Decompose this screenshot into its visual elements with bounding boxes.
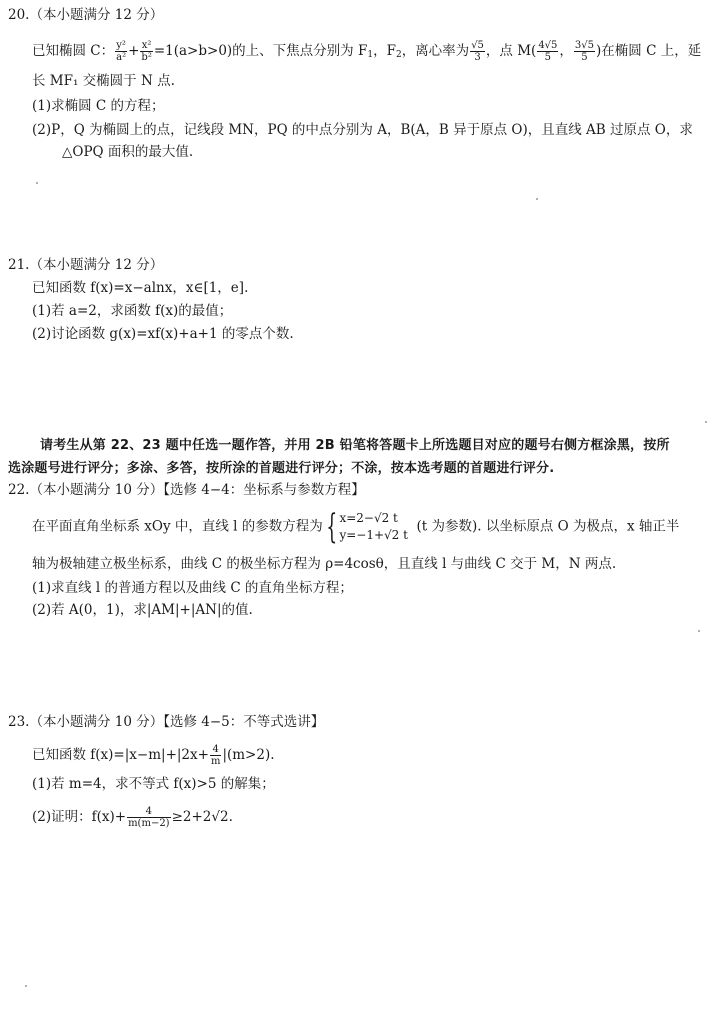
q20-part1: (1)求椭圆 C 的方程； bbox=[32, 98, 165, 114]
q20-line2: 长 MF₁ 交椭圆于 N 点. bbox=[32, 73, 175, 89]
frac-4-m: $\frac{4}{m}$ bbox=[210, 744, 221, 767]
q20-text-b: =1(a>b>0)的上、下焦点分别为 F bbox=[153, 43, 368, 59]
q20-part2-cont: △OPQ 面积的最大值. bbox=[62, 144, 194, 160]
q23-text-a2: (2)证明：f(x)+ bbox=[32, 809, 127, 825]
q20-text-c: ，F bbox=[373, 43, 396, 59]
q22-line1 bbox=[32, 507, 680, 547]
q22-text-a: 在平面直角坐标系 xOy 中，直线 l 的参数方程为 bbox=[32, 518, 323, 535]
q21-part2: (2)讨论函数 g(x)=xf(x)+a+1 的零点个数. bbox=[32, 326, 294, 342]
q23-part1: (1)若 m=4，求不等式 f(x)>5 的解集； bbox=[32, 776, 275, 792]
q21-line1: 已知函数 f(x)=x−alnx，x∈[1，e]. bbox=[32, 280, 249, 296]
q22-part2: (2)若 A(0，1)，求|AM|+|AN|的值. bbox=[32, 602, 253, 618]
q20-text-a: 已知椭圆 C： bbox=[32, 43, 115, 59]
q20-part2: (2)P，Q 为椭圆上的点，记线段 MN，PQ 的中点分别为 A，B(A，B 异于原点 O)，且直线 AB 过原点 O，求 bbox=[32, 122, 693, 138]
q23-text-b2: ≥2+2√2. bbox=[171, 809, 233, 825]
frac-y2-a2: $\frac{\text{y²}}{\text{a²}}$ bbox=[116, 40, 127, 63]
q23-text-b: |(m>2). bbox=[222, 747, 275, 763]
frac-my: $\frac{3√5}{5}$ bbox=[574, 40, 595, 63]
q20-text-d: ，离心率为 bbox=[401, 43, 470, 59]
q21-title: 21.（本小题满分 12 分） bbox=[8, 257, 164, 273]
instruction-line1: 请考生从第 22、23 题中任选一题作答，并用 2B 铅笔将答题卡上所选题目对应的题号右侧方框涂黑，按所 bbox=[40, 438, 670, 453]
scan-speck bbox=[536, 198, 538, 200]
brace-symbol: { bbox=[326, 507, 338, 547]
q20-text-f: )在椭圆 C 上，延 bbox=[596, 43, 702, 59]
q20-text-e: ，点 M( bbox=[485, 43, 537, 59]
scan-speck bbox=[698, 630, 700, 632]
q23-title: 23.（本小题满分 10 分）【选修 4−5：不等式选讲】 bbox=[8, 714, 325, 730]
scan-speck bbox=[36, 182, 38, 184]
q20-title: 20.（本小题满分 12 分） bbox=[8, 7, 164, 23]
q21-part1: (1)若 a=2，求函数 f(x)的最值； bbox=[32, 303, 233, 319]
q20-line1: 已知椭圆 C： $\frac{\text{y²}}{\text{a²}}$ + $\frac{\text{x²}}{\text{b²}}$ =1(a>b>0)的上、下焦点分别为 $F_1$，$F_2$，离心率为 $\frac{√5}{3}$ ，点 M( $\frac{4√5}{5}$ ， $\frac{3√5}{5}$ )在椭圆 C 上，延 bbox=[32, 40, 702, 63]
frac-mx: $\frac{4√5}{5}$ bbox=[538, 40, 558, 63]
scan-speck bbox=[25, 985, 27, 987]
frac-eccentricity: $\frac{√5}{3}$ bbox=[471, 40, 484, 63]
frac-x2-b2: $\frac{\text{x²}}{\text{b²}}$ bbox=[141, 40, 152, 63]
q23-part2 bbox=[32, 806, 233, 829]
q23-line1 bbox=[32, 744, 275, 767]
q22-part1: (1)求直线 l 的普通方程以及曲线 C 的直角坐标方程； bbox=[32, 580, 353, 596]
frac-4-mm2: $\frac{4}{m(m-2)}$ bbox=[128, 806, 170, 829]
scan-speck bbox=[705, 421, 707, 423]
q22-title: 22.（本小题满分 10 分）【选修 4−4：坐标系与参数方程】 bbox=[8, 482, 365, 498]
q22-text-b: (t 为参数). 以坐标原点 O 为极点，x 轴正半 bbox=[416, 518, 680, 535]
param-system: x=2−√2 t y=−1+√2 t bbox=[339, 511, 408, 542]
q23-text-a: 已知函数 f(x)=|x−m|+|2x+ bbox=[32, 747, 209, 763]
q22-line2: 轴为极轴建立极坐标系，曲线 C 的极坐标方程为 ρ=4cosθ，且直线 l 与曲线 C 交于 M，N 两点. bbox=[32, 556, 617, 572]
instruction-line2: 选涂题号进行评分；多涂、多答，按所涂的首题进行评分；不涂，按本选考题的首题进行评分. bbox=[8, 461, 555, 476]
